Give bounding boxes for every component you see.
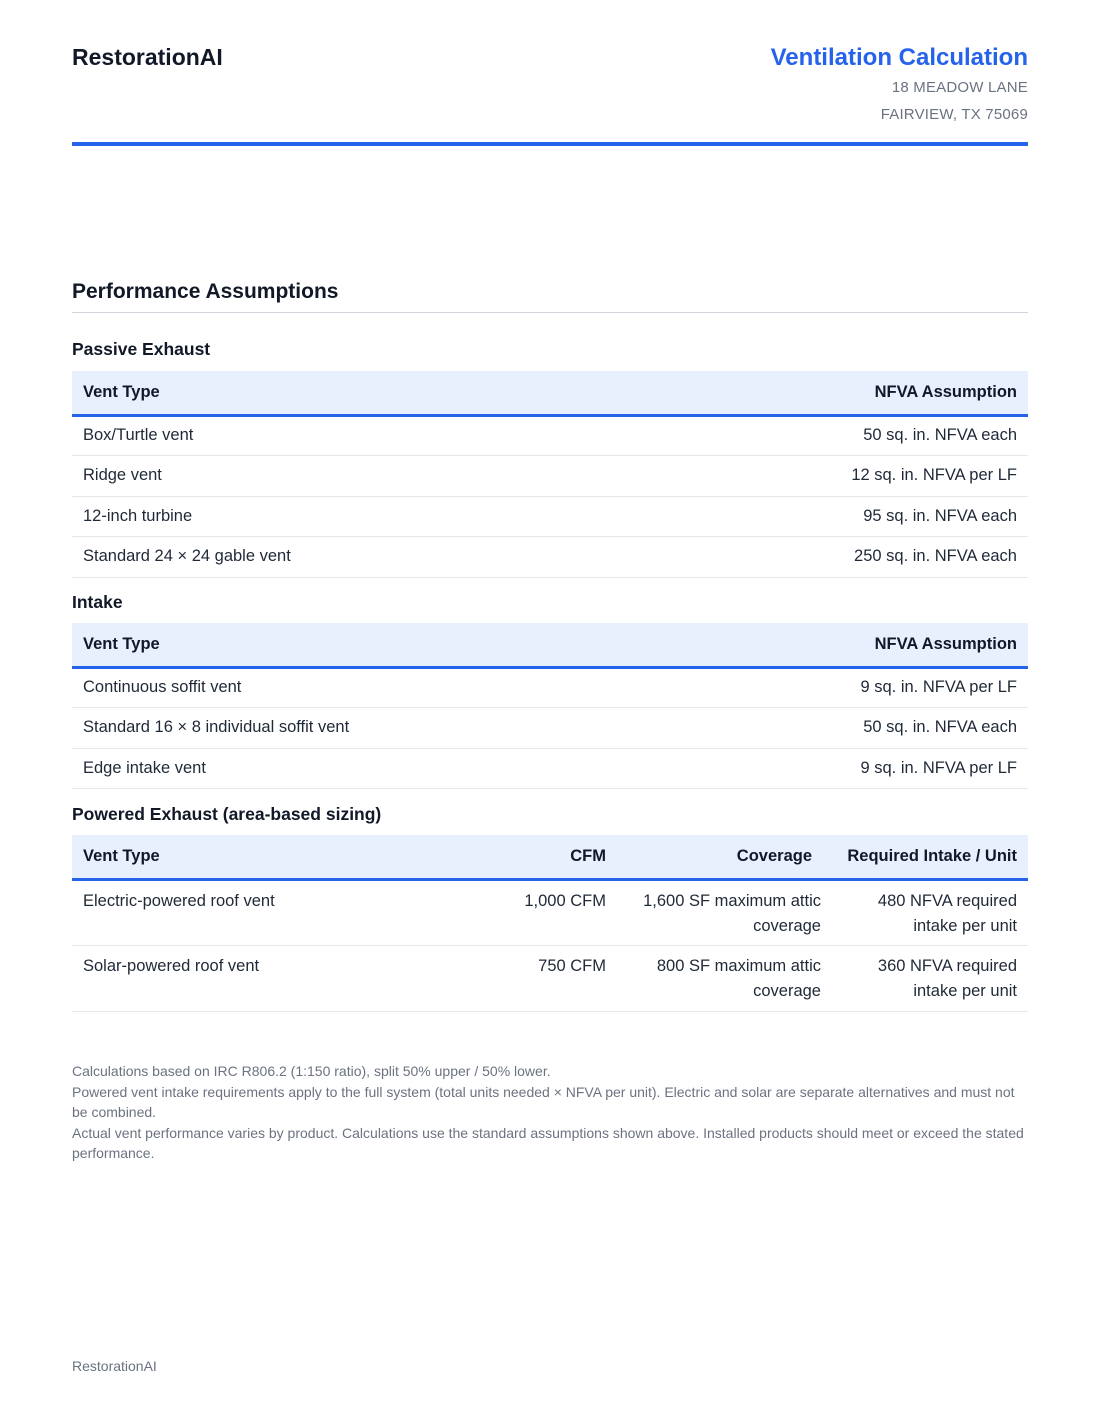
column-header: Vent Type [72,835,512,879]
brand-name: RestorationAI [72,44,223,70]
table-row [72,667,1028,708]
address-line-2: FAIRVIEW, TX 75069 [880,106,1028,123]
table-row [72,708,1028,749]
column-header: CFM [512,835,617,879]
table-header-row [72,623,1028,667]
header-info [771,42,1028,128]
table-row [72,496,1028,537]
powered-exhaust-title: Powered Exhaust (area-based sizing) [72,804,382,824]
document-header [72,40,1028,146]
column-header: Vent Type [72,623,662,667]
table-cell: Standard 24 × 24 gable vent [72,537,598,578]
table-cell: Box/Turtle vent [72,415,598,456]
table-cell: 9 sq. in. NFVA per LF [662,667,1028,708]
table-cell: 800 SF maximum attic coverage [617,945,823,1011]
table-cell: 360 NFVA required intake per unit [823,945,1028,1011]
table-cell: 95 sq. in. NFVA each [598,496,1028,537]
section-title: Performance Assumptions [72,280,1028,313]
table-cell: 250 sq. in. NFVA each [598,537,1028,578]
table-header-row [72,371,1028,415]
document-title: Ventilation Calculation [770,44,1028,71]
intake-title: Intake [72,592,123,612]
column-header: Vent Type [72,371,598,415]
column-header: Coverage [617,835,823,879]
table-row [72,537,1028,578]
table-row [72,748,1028,789]
table-cell: 50 sq. in. NFVA each [598,415,1028,456]
table-cell: Edge intake vent [72,748,662,789]
footnote: Actual vent performance varies by product. Calculations use the standard assumptions shown above. Installed products should meet or exceed the stated performance. [72,1124,1024,1161]
passive-exhaust-table [72,371,1028,578]
page-footer: RestorationAI [72,1358,157,1374]
table-cell: Ridge vent [72,456,598,497]
table-cell: 12 sq. in. NFVA per LF [598,456,1028,497]
footnote: Calculations based on IRC R806.2 (1:150 ratio), split 50% upper / 50% lower. [72,1063,551,1079]
table-cell: Continuous soffit vent [72,667,662,708]
table-cell: Solar-powered roof vent [72,945,512,1011]
table-cell: 1,600 SF maximum attic coverage [617,879,823,945]
table-header-row [72,835,1028,879]
footnote: Powered vent intake requirements apply to the full system (total units needed × NFVA per unit). Electric and solar are separate alternatives and must not be combined. [72,1083,1015,1120]
table-cell: Electric-powered roof vent [72,879,512,945]
column-header: Required Intake / Unit [823,835,1028,879]
footnotes [72,1061,1028,1164]
page [72,0,1028,1424]
address-line-1: 18 MEADOW LANE [891,79,1028,96]
powered-exhaust-table [72,835,1028,1012]
table-cell: 750 CFM [512,945,617,1011]
table-row [72,945,1028,1011]
passive-exhaust-title: Passive Exhaust [72,339,211,359]
table-cell: 9 sq. in. NFVA per LF [662,748,1028,789]
table-cell: Standard 16 × 8 individual soffit vent [72,708,662,749]
column-header: NFVA Assumption [598,371,1028,415]
column-header: NFVA Assumption [662,623,1028,667]
table-row [72,456,1028,497]
table-cell: 50 sq. in. NFVA each [662,708,1028,749]
table-row [72,879,1028,945]
table-row [72,415,1028,456]
table-cell: 12-inch turbine [72,496,598,537]
table-cell: 480 NFVA required intake per unit [823,879,1028,945]
intake-table [72,623,1028,789]
table-cell: 1,000 CFM [512,879,617,945]
